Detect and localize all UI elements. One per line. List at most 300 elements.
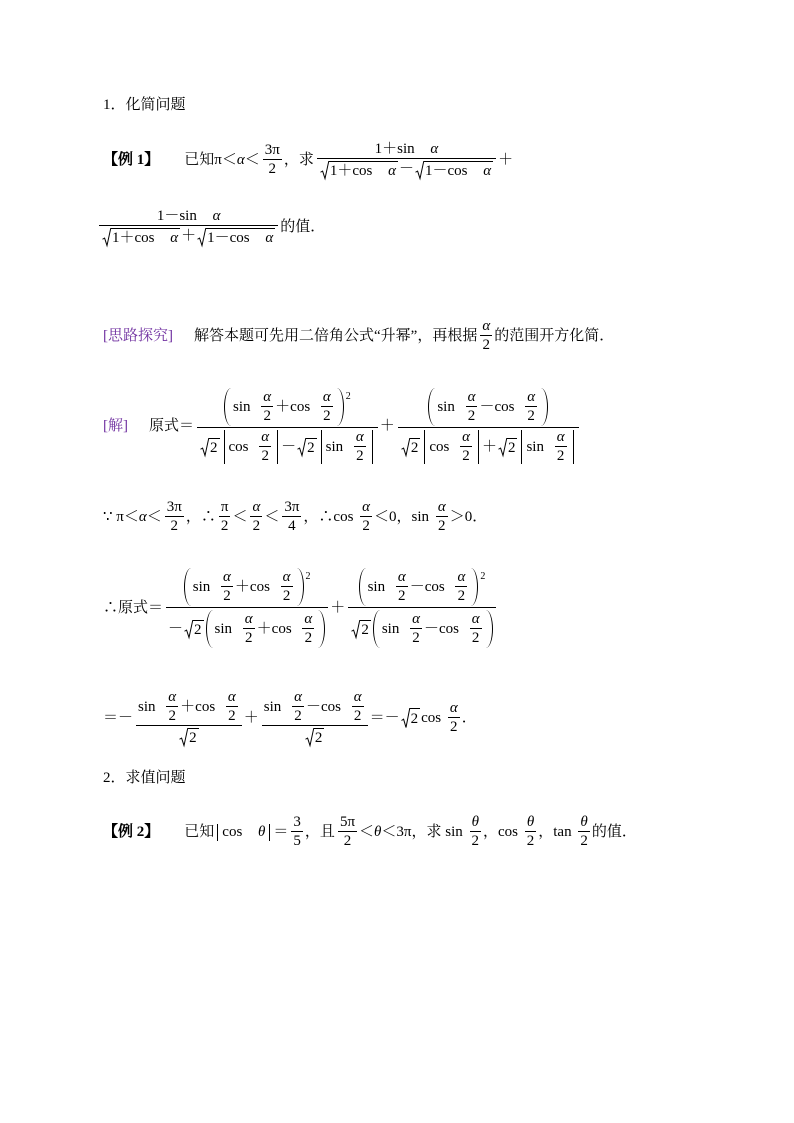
square-root bbox=[498, 438, 518, 456]
math-text: 2 bbox=[471, 833, 479, 849]
math-text: 5 bbox=[293, 833, 301, 849]
square-root bbox=[351, 620, 371, 638]
fraction bbox=[219, 500, 231, 534]
math-text: 2 bbox=[462, 448, 470, 464]
fraction-numerator bbox=[221, 570, 233, 587]
fraction-denominator bbox=[292, 707, 304, 724]
fraction-numerator bbox=[396, 570, 408, 587]
radical-sign-glyph bbox=[415, 161, 424, 179]
fraction-numerator bbox=[460, 430, 472, 447]
radical-sign bbox=[305, 728, 314, 746]
fraction bbox=[291, 815, 303, 849]
fraction-denominator bbox=[525, 832, 537, 849]
fraction-numerator bbox=[466, 390, 478, 407]
paren-content bbox=[436, 388, 540, 426]
fraction-numerator bbox=[262, 690, 368, 726]
math-text: 2 bbox=[343, 833, 352, 849]
math-text: 2 bbox=[410, 711, 419, 727]
math-text: 5π bbox=[339, 814, 356, 830]
math-variable: α bbox=[397, 569, 406, 585]
math-text: 2 bbox=[362, 518, 370, 534]
fraction-denominator bbox=[302, 629, 314, 646]
math-variable: α bbox=[353, 689, 362, 705]
example-1-statement-continued bbox=[97, 202, 325, 252]
fraction bbox=[348, 568, 495, 648]
fraction-numerator bbox=[197, 388, 378, 428]
fraction bbox=[398, 388, 579, 464]
math-text: －cos bbox=[305, 698, 345, 715]
fraction-numerator bbox=[136, 690, 242, 726]
math-variable: α bbox=[261, 429, 270, 445]
example-label: 【例 1】 bbox=[103, 151, 160, 168]
fraction-denominator bbox=[578, 832, 590, 849]
fraction-denominator bbox=[436, 517, 448, 534]
fraction bbox=[136, 690, 242, 746]
radicand bbox=[410, 708, 421, 728]
fraction-numerator bbox=[525, 815, 537, 832]
right-paren bbox=[296, 568, 304, 606]
fraction-denominator bbox=[281, 587, 293, 604]
math-text: sin bbox=[233, 398, 255, 415]
math-variable: α bbox=[294, 689, 302, 705]
radical-sign-glyph bbox=[401, 708, 410, 728]
solution-range-condition bbox=[103, 497, 487, 537]
fraction-numerator bbox=[166, 568, 328, 608]
math-text: ＜ bbox=[359, 823, 375, 840]
fraction bbox=[250, 500, 262, 534]
math-text: 2 bbox=[412, 630, 420, 646]
left-paren bbox=[373, 610, 381, 648]
math-variable: α bbox=[412, 611, 420, 627]
radical-sign-glyph bbox=[305, 728, 314, 746]
math-text: 2 bbox=[307, 440, 315, 456]
fraction bbox=[292, 690, 304, 724]
right-paren bbox=[485, 610, 493, 648]
math-text: ，∴ bbox=[185, 508, 216, 525]
fraction bbox=[466, 390, 478, 424]
math-text: 2 bbox=[194, 622, 202, 638]
fraction bbox=[555, 430, 567, 464]
fraction-numerator bbox=[259, 430, 271, 447]
fraction-numerator bbox=[455, 570, 467, 587]
fraction bbox=[460, 430, 472, 464]
radicand bbox=[360, 620, 371, 638]
math-text: 2 bbox=[268, 161, 277, 177]
radicand bbox=[193, 620, 204, 638]
math-text: 1－cos bbox=[207, 229, 254, 246]
fraction-numerator bbox=[281, 570, 293, 587]
fraction bbox=[281, 570, 293, 604]
math-variable: α bbox=[482, 318, 491, 334]
math-text: ，tan bbox=[538, 823, 576, 840]
math-text: sin bbox=[138, 698, 160, 715]
fraction-denominator bbox=[282, 517, 301, 534]
math-text: 解答本题可先用二倍角公式“升幂”，再根据 bbox=[179, 327, 478, 344]
math-text: ＜ bbox=[146, 508, 162, 525]
math-text: ＋ bbox=[243, 709, 259, 726]
math-text: 3π bbox=[264, 142, 280, 158]
math-text: ． bbox=[461, 709, 477, 726]
math-text: 2 bbox=[210, 440, 218, 456]
math-text: sin bbox=[192, 578, 215, 595]
math-text: ＝－ bbox=[103, 709, 134, 726]
absolute-value bbox=[217, 824, 270, 841]
math-text: π bbox=[220, 499, 229, 515]
math-text: ，∴cos bbox=[303, 508, 358, 525]
math-text: －cos bbox=[423, 620, 463, 637]
math-variable: α bbox=[227, 689, 236, 705]
math-text: 2 bbox=[353, 708, 362, 724]
square-root bbox=[297, 438, 317, 456]
math-text: 2 bbox=[304, 630, 313, 646]
radical-sign-glyph bbox=[102, 228, 111, 246]
math-variable: α bbox=[483, 162, 492, 179]
math-text: 2 bbox=[482, 337, 491, 353]
left-paren bbox=[359, 568, 367, 606]
fraction bbox=[396, 570, 408, 604]
fraction-numerator bbox=[480, 319, 492, 336]
fraction-denominator bbox=[455, 587, 467, 604]
fraction-denominator bbox=[321, 407, 333, 424]
math-text: ＝－ bbox=[369, 709, 400, 726]
fraction-denominator bbox=[136, 726, 242, 746]
fraction bbox=[360, 500, 372, 534]
radical-sign bbox=[351, 620, 360, 638]
fraction bbox=[165, 500, 184, 534]
fraction bbox=[243, 612, 255, 646]
math-text: ＋ bbox=[498, 151, 514, 168]
math-text: －cos bbox=[409, 578, 449, 595]
radicand bbox=[111, 228, 180, 246]
radical-sign-glyph bbox=[200, 438, 209, 456]
math-variable: α bbox=[462, 429, 470, 445]
fraction-numerator bbox=[263, 143, 282, 160]
math-text: ＋cos bbox=[234, 578, 274, 595]
math-variable: α bbox=[168, 689, 177, 705]
fraction-numerator bbox=[219, 500, 231, 517]
fraction-numerator bbox=[555, 430, 567, 447]
heading-evaluation bbox=[103, 768, 186, 788]
math-variable: α bbox=[212, 207, 221, 224]
paren-content bbox=[367, 568, 471, 606]
math-variable: α bbox=[223, 569, 231, 585]
radical-sign bbox=[179, 728, 188, 746]
radical-sign bbox=[415, 161, 424, 179]
square-root bbox=[320, 161, 398, 179]
radical-sign bbox=[401, 438, 410, 456]
math-text: 的范围开方化简． bbox=[494, 327, 615, 344]
math-variable: α bbox=[457, 569, 466, 585]
math-variable: α bbox=[388, 162, 396, 179]
math-text: 2 bbox=[556, 448, 565, 464]
fraction-denominator bbox=[338, 832, 357, 849]
math-text: － bbox=[168, 620, 184, 637]
math-variable: α bbox=[263, 389, 272, 405]
fraction bbox=[302, 612, 314, 646]
math-variable: α bbox=[437, 499, 446, 515]
math-text: ＞0． bbox=[449, 508, 488, 525]
fraction-numerator bbox=[360, 500, 372, 517]
math-text: 2 bbox=[314, 730, 323, 746]
superscript: 2 bbox=[480, 571, 486, 582]
math-text: 2 bbox=[580, 833, 588, 849]
square-root bbox=[401, 438, 421, 456]
fraction-denominator bbox=[348, 608, 495, 648]
math-text: ＋cos bbox=[256, 620, 296, 637]
math-text: － bbox=[281, 438, 297, 455]
square-root bbox=[184, 620, 204, 638]
square-root bbox=[415, 161, 493, 179]
radical-sign-glyph bbox=[320, 161, 329, 179]
fraction-denominator bbox=[165, 517, 184, 534]
radical-sign bbox=[320, 161, 329, 179]
math-text: 2 bbox=[323, 408, 331, 424]
fraction bbox=[480, 319, 492, 353]
math-text: 2 bbox=[471, 630, 480, 646]
math-text: 已知 bbox=[169, 823, 215, 840]
math-text: 2 bbox=[294, 708, 302, 724]
right-paren bbox=[317, 610, 325, 648]
fraction-numerator bbox=[317, 142, 496, 159]
radical-sign-glyph bbox=[351, 620, 360, 638]
fraction-denominator bbox=[470, 629, 482, 646]
math-variable: α bbox=[355, 429, 364, 445]
math-text: ＜ bbox=[232, 508, 248, 525]
fraction-numerator bbox=[470, 612, 482, 629]
fraction-numerator bbox=[321, 390, 333, 407]
math-text: 1＋cos bbox=[329, 162, 377, 179]
fraction-denominator bbox=[166, 707, 178, 724]
fraction-denominator bbox=[261, 407, 273, 424]
math-text: 的值． bbox=[280, 218, 326, 235]
fraction-numerator bbox=[99, 209, 278, 226]
fraction-denominator bbox=[352, 707, 364, 724]
right-paren bbox=[540, 388, 548, 426]
fraction-numerator bbox=[448, 701, 460, 718]
fraction bbox=[263, 143, 282, 177]
math-text: 2 bbox=[189, 730, 197, 746]
fraction bbox=[317, 142, 496, 179]
fraction bbox=[436, 500, 448, 534]
math-text: sin bbox=[263, 698, 286, 715]
fraction bbox=[259, 430, 271, 464]
math-text: 的值． bbox=[591, 823, 637, 840]
math-variable: α bbox=[138, 508, 147, 525]
paren-group bbox=[184, 568, 311, 606]
math-text: 2 bbox=[228, 708, 236, 724]
math-variable: α bbox=[362, 499, 371, 515]
fraction-denominator bbox=[460, 447, 472, 464]
fraction bbox=[221, 570, 233, 604]
radical-sign bbox=[184, 620, 193, 638]
fraction-denominator bbox=[226, 707, 238, 724]
math-text: 3π bbox=[166, 499, 182, 515]
math-variable: α bbox=[304, 611, 313, 627]
math-text: 1．化简问题 bbox=[103, 96, 186, 113]
math-text: cos bbox=[429, 438, 454, 455]
math-text: 原式＝ bbox=[134, 417, 195, 434]
fraction-denominator bbox=[291, 832, 303, 849]
math-text: ＋ bbox=[181, 228, 197, 244]
radicand bbox=[424, 161, 493, 179]
fraction-numerator bbox=[302, 612, 314, 629]
math-text: 2 bbox=[170, 518, 179, 534]
math-variable: θ bbox=[258, 823, 266, 840]
math-text: 2 bbox=[361, 622, 369, 638]
math-text: 2 bbox=[168, 708, 176, 724]
math-text: 2 bbox=[526, 833, 535, 849]
math-text: ＜0，sin bbox=[374, 508, 433, 525]
fraction-denominator bbox=[410, 629, 422, 646]
fraction-numerator bbox=[226, 690, 238, 707]
fraction-numerator bbox=[291, 815, 303, 832]
math-text: ∵ π＜ bbox=[103, 508, 139, 525]
math-variable: α bbox=[244, 611, 253, 627]
fraction-denominator bbox=[398, 428, 579, 464]
superscript: 2 bbox=[345, 391, 351, 402]
math-text: 已知π＜ bbox=[169, 151, 237, 168]
absolute-value bbox=[321, 430, 373, 464]
fraction bbox=[455, 570, 467, 604]
fraction-denominator bbox=[354, 447, 366, 464]
math-variable: α bbox=[170, 229, 179, 246]
paren-group bbox=[373, 610, 493, 648]
fraction bbox=[410, 612, 422, 646]
radicand bbox=[410, 438, 421, 456]
math-text: sin bbox=[381, 620, 404, 637]
fraction-numerator bbox=[348, 568, 495, 608]
paren-group bbox=[224, 388, 351, 426]
fraction-numerator bbox=[165, 500, 184, 517]
square-root bbox=[200, 438, 220, 456]
example-label: 【例 2】 bbox=[103, 823, 160, 840]
left-paren bbox=[224, 388, 232, 426]
absolute-value bbox=[224, 430, 279, 464]
math-variable: α bbox=[282, 569, 291, 585]
math-text: 2 bbox=[252, 518, 261, 534]
math-variable: α bbox=[449, 700, 458, 716]
fraction bbox=[525, 815, 537, 849]
math-variable: α bbox=[556, 429, 565, 445]
math-text: 1＋sin bbox=[374, 140, 419, 157]
math-text: 2 bbox=[356, 448, 364, 464]
radical-sign bbox=[200, 438, 209, 456]
solution-approach bbox=[103, 316, 614, 356]
math-text: sin bbox=[526, 438, 548, 455]
paren-content bbox=[381, 610, 485, 648]
math-text: sin bbox=[437, 398, 459, 415]
math-text: 1－cos bbox=[424, 162, 472, 179]
fraction-numerator bbox=[338, 815, 357, 832]
fraction-denominator bbox=[219, 517, 231, 534]
math-text: 2 bbox=[244, 630, 253, 646]
math-text: 2 bbox=[527, 408, 535, 424]
fraction bbox=[578, 815, 590, 849]
superscript: 2 bbox=[305, 571, 311, 582]
math-variable: α bbox=[236, 151, 245, 168]
fraction-denominator bbox=[262, 726, 368, 746]
math-text: ，求 bbox=[283, 151, 314, 168]
square-root bbox=[305, 728, 325, 746]
radicand bbox=[329, 161, 398, 179]
fraction-denominator bbox=[360, 517, 372, 534]
square-root bbox=[179, 728, 199, 746]
fraction-denominator bbox=[555, 447, 567, 464]
radical-sign-glyph bbox=[498, 438, 507, 456]
radical-sign-glyph bbox=[401, 438, 410, 456]
math-text: 2 bbox=[467, 408, 476, 424]
math-text: 2 bbox=[282, 588, 291, 604]
radical-sign bbox=[297, 438, 306, 456]
math-variable: α bbox=[252, 499, 261, 515]
fraction-denominator bbox=[466, 407, 478, 424]
math-text: 3 bbox=[293, 814, 301, 830]
math-text: ＜3π，求 sin bbox=[381, 823, 467, 840]
math-text: 2 bbox=[507, 440, 516, 456]
fraction bbox=[226, 690, 238, 724]
fraction-denominator bbox=[470, 832, 482, 849]
fraction bbox=[166, 690, 178, 724]
math-text: 4 bbox=[288, 518, 296, 534]
section-label: [思路探究] bbox=[103, 327, 173, 344]
math-text: 2．求值问题 bbox=[103, 769, 186, 786]
math-text: ∴原式＝ bbox=[103, 599, 164, 616]
fraction bbox=[321, 390, 333, 424]
paren-group bbox=[359, 568, 486, 606]
math-text: sin bbox=[367, 578, 389, 595]
math-text: ＋ bbox=[330, 599, 346, 616]
fraction-denominator bbox=[197, 428, 378, 464]
fraction-numerator bbox=[525, 390, 537, 407]
fraction-numerator bbox=[243, 612, 255, 629]
math-text: ＜ bbox=[264, 508, 280, 525]
fraction-numerator bbox=[282, 500, 301, 517]
math-text: 2 bbox=[263, 408, 271, 424]
math-variable: α bbox=[527, 389, 536, 405]
math-text: ＋cos bbox=[275, 398, 314, 415]
math-variable: θ bbox=[580, 814, 588, 830]
absolute-value bbox=[521, 430, 573, 464]
math-variable: θ bbox=[374, 823, 382, 840]
math-text: － bbox=[398, 161, 414, 177]
solution-step-original-expression bbox=[103, 376, 581, 476]
left-paren bbox=[206, 610, 214, 648]
radicand bbox=[507, 438, 518, 456]
fraction bbox=[99, 209, 278, 246]
math-text: ＋cos bbox=[180, 698, 219, 715]
fraction-denominator bbox=[263, 160, 282, 177]
math-text: 3π bbox=[284, 499, 300, 515]
fraction-numerator bbox=[166, 690, 178, 707]
math-text: 2 bbox=[220, 518, 229, 534]
math-text: sin bbox=[325, 438, 347, 455]
fraction-denominator bbox=[243, 629, 255, 646]
math-text: cos bbox=[421, 709, 445, 726]
math-variable: α bbox=[467, 389, 476, 405]
radical-sign-glyph bbox=[184, 620, 193, 638]
math-text: －cos bbox=[479, 398, 519, 415]
fraction-denominator bbox=[396, 587, 408, 604]
math-text: 1－sin bbox=[156, 207, 201, 224]
radical-sign bbox=[197, 228, 206, 246]
radical-sign bbox=[102, 228, 111, 246]
fraction-numerator bbox=[250, 500, 262, 517]
paren-group bbox=[206, 610, 326, 648]
square-root bbox=[401, 708, 421, 728]
left-paren bbox=[428, 388, 436, 426]
fraction-denominator bbox=[99, 226, 278, 246]
math-text: cos bbox=[222, 823, 247, 840]
